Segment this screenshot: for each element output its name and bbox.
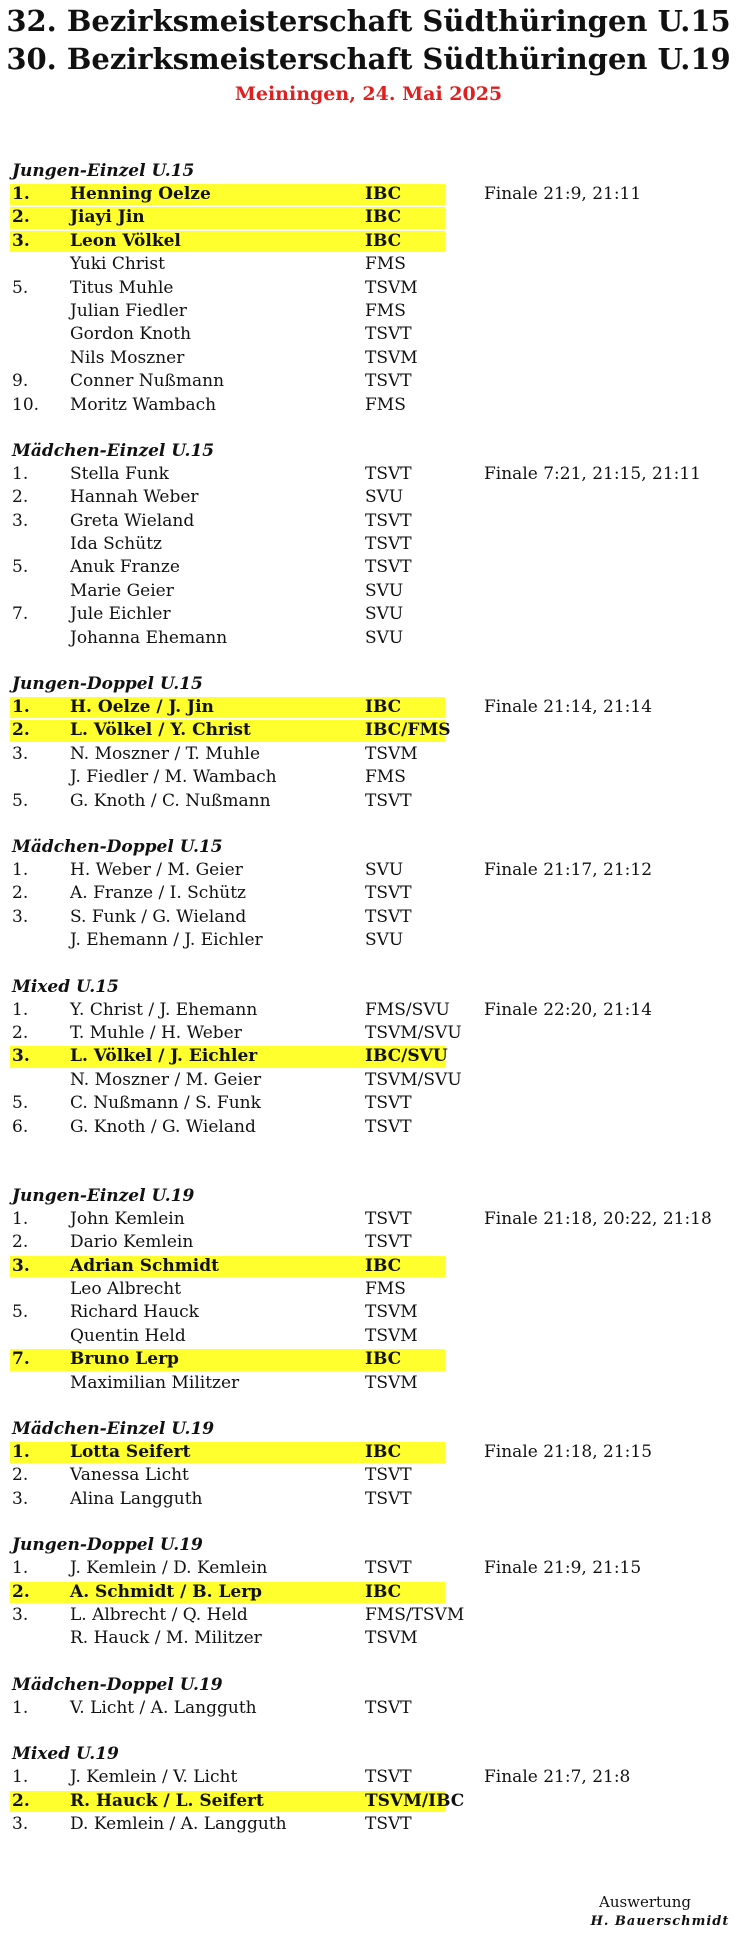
results-list — [0, 160, 737, 1836]
result-row — [0, 1627, 737, 1650]
result-row — [0, 627, 737, 650]
result-row — [0, 999, 737, 1022]
result-club: FMS/TSVM — [365, 1604, 465, 1625]
result-club: IBC — [365, 1581, 402, 1602]
result-club: TSVT — [365, 534, 412, 555]
result-club: TSVT — [365, 1813, 412, 1834]
result-rank: 2. — [12, 487, 29, 508]
result-name: J. Kemlein / V. Licht — [70, 1767, 238, 1788]
result-club: TSVM/SVU — [365, 1069, 462, 1090]
result-row — [0, 766, 737, 789]
result-club: TSVM — [365, 1325, 418, 1346]
result-note: Finale 21:18, 20:22, 21:18 — [484, 1208, 712, 1229]
result-row — [0, 906, 737, 929]
result-row — [0, 510, 737, 533]
result-rank: 3. — [12, 906, 29, 927]
result-rank: 3. — [12, 1255, 30, 1276]
result-section — [0, 1418, 737, 1511]
result-row — [0, 556, 737, 579]
result-club: SVU — [365, 930, 404, 951]
result-row — [0, 300, 737, 323]
result-club: SVU — [365, 580, 404, 601]
section-spacer — [0, 1651, 737, 1674]
result-rank: 7. — [12, 604, 29, 625]
result-name: J. Fiedler / M. Wambach — [70, 767, 277, 788]
section-spacer — [0, 417, 737, 440]
title-u15: 32. Bezirksmeisterschaft Südthüringen U.15 — [6, 4, 731, 38]
result-rank: 5. — [12, 1302, 29, 1323]
result-row — [0, 486, 737, 509]
result-row — [0, 1604, 737, 1627]
result-rank: 5. — [12, 790, 29, 811]
event-location-date: Meiningen, 24. Mai 2025 — [234, 83, 503, 105]
result-rank: 1. — [12, 697, 30, 718]
result-row — [0, 1464, 737, 1487]
result-section — [0, 836, 737, 953]
result-row — [0, 394, 737, 417]
result-club: IBC/SVU — [365, 1046, 448, 1067]
result-row — [0, 277, 737, 300]
result-name: Stella Funk — [70, 463, 169, 484]
result-name: L. Völkel / Y. Christ — [70, 720, 251, 741]
section-title: Jungen-Doppel U.15 — [12, 674, 203, 695]
result-name: Conner Nußmann — [70, 371, 225, 392]
result-row — [0, 230, 737, 253]
result-name: V. Licht / A. Langguth — [70, 1697, 257, 1718]
result-club: FMS — [365, 1279, 406, 1300]
result-row — [0, 859, 737, 882]
result-name: C. Nußmann / S. Funk — [70, 1093, 261, 1114]
result-name: Henning Oelze — [70, 184, 211, 204]
section-title: Mädchen-Doppel U.15 — [12, 836, 223, 857]
section-title: Mädchen-Doppel U.19 — [12, 1674, 223, 1695]
result-name: N. Moszner / T. Muhle — [70, 743, 261, 764]
result-rank: 2. — [12, 1232, 29, 1253]
result-row — [0, 1697, 737, 1720]
result-note: Finale 7:21, 21:15, 21:11 — [484, 463, 701, 484]
result-rank: 3. — [12, 743, 29, 764]
result-name: R. Hauck / L. Seifert — [70, 1790, 264, 1811]
section-title: Mixed U.19 — [12, 1744, 119, 1765]
result-section — [0, 1534, 737, 1651]
result-name: Lotta Seifert — [70, 1442, 191, 1463]
result-rank: 2. — [12, 207, 30, 228]
result-rank: 10. — [12, 394, 40, 415]
section-title: Jungen-Doppel U.19 — [12, 1535, 203, 1556]
result-row — [0, 183, 737, 206]
result-row — [0, 1116, 737, 1139]
result-row — [0, 1255, 737, 1278]
result-section — [0, 1185, 737, 1395]
result-club: IBC — [365, 207, 402, 228]
result-rank: 1. — [12, 859, 29, 880]
result-club: TSVT — [365, 790, 412, 811]
result-name: Vanessa Licht — [70, 1465, 189, 1486]
result-rank: 6. — [12, 1116, 29, 1137]
result-note: Finale 22:20, 21:14 — [484, 999, 653, 1020]
result-club: TSVT — [365, 1093, 412, 1114]
result-club: IBC — [365, 230, 402, 251]
result-club: SVU — [365, 487, 404, 508]
result-name: N. Moszner / M. Geier — [70, 1069, 262, 1090]
result-section — [0, 160, 737, 417]
result-name: S. Funk / G. Wieland — [70, 906, 247, 927]
result-club: IBC — [365, 184, 402, 204]
result-name: Leo Albrecht — [70, 1279, 182, 1300]
result-name: Maximilian Militzer — [70, 1372, 240, 1393]
result-name: A. Schmidt / B. Lerp — [70, 1581, 263, 1602]
result-rank: 1. — [12, 1208, 29, 1229]
result-row — [0, 253, 737, 276]
result-name: H. Oelze / J. Jin — [70, 697, 214, 718]
result-row — [0, 1557, 737, 1580]
result-club: TSVT — [365, 1558, 412, 1579]
result-row — [0, 696, 737, 719]
result-rank: 2. — [12, 1022, 29, 1043]
result-rank: 1. — [12, 463, 29, 484]
result-club: IBC/FMS — [365, 720, 451, 741]
result-note: Finale 21:17, 21:12 — [484, 859, 653, 880]
title-u19: 30. Bezirksmeisterschaft Südthüringen U.19 — [6, 42, 731, 76]
result-rank: 1. — [12, 1697, 29, 1718]
result-rank: 9. — [12, 371, 29, 392]
result-row — [0, 1278, 737, 1301]
result-name: Anuk Franze — [70, 557, 180, 578]
result-name: Marie Geier — [70, 580, 174, 601]
result-rank: 1. — [12, 1442, 30, 1463]
result-club: TSVM — [365, 743, 418, 764]
result-rank: 5. — [12, 557, 29, 578]
result-note: Finale 21:14, 21:14 — [484, 697, 653, 718]
result-name: Nils Moszner — [70, 347, 185, 368]
result-club: TSVT — [365, 510, 412, 531]
result-name: Leon Völkel — [70, 230, 181, 251]
result-name: G. Knoth / G. Wieland — [70, 1116, 256, 1137]
result-row — [0, 1581, 737, 1604]
section-title: Mixed U.15 — [12, 976, 119, 997]
result-row — [0, 719, 737, 742]
result-row — [0, 1813, 737, 1836]
result-row — [0, 790, 737, 813]
result-club: TSVT — [365, 883, 412, 904]
result-club: TSVT — [365, 1116, 412, 1137]
result-rank: 2. — [12, 1790, 30, 1811]
result-club: TSVT — [365, 906, 412, 927]
result-row — [0, 1045, 737, 1068]
result-rank: 2. — [12, 883, 29, 904]
result-name: Dario Kemlein — [70, 1232, 194, 1253]
result-rank: 1. — [12, 1558, 29, 1579]
result-row — [0, 347, 737, 370]
result-row — [0, 743, 737, 766]
result-rank: 5. — [12, 277, 29, 298]
footer-signature: H. Bauerschmidt — [590, 1914, 730, 1929]
result-row — [0, 1488, 737, 1511]
result-club: TSVT — [365, 1208, 412, 1229]
result-row — [0, 1372, 737, 1395]
result-name: Julian Fiedler — [70, 300, 187, 321]
result-club: FMS — [365, 767, 406, 788]
result-note: Finale 21:18, 21:15 — [484, 1442, 653, 1463]
result-row — [0, 533, 737, 556]
result-club: TSVM — [365, 277, 418, 298]
section-title: Jungen-Einzel U.15 — [12, 161, 195, 181]
result-section — [0, 673, 737, 813]
result-name: Moritz Wambach — [70, 394, 217, 415]
result-name: G. Knoth / C. Nußmann — [70, 790, 271, 811]
result-note: Finale 21:9, 21:11 — [484, 184, 642, 204]
result-name: Johanna Ehemann — [70, 627, 228, 648]
result-rank: 2. — [12, 720, 30, 741]
result-club: TSVT — [365, 1232, 412, 1253]
result-row — [0, 1790, 737, 1813]
result-club: FMS — [365, 300, 406, 321]
result-row — [0, 323, 737, 346]
section-title: Jungen-Einzel U.19 — [12, 1185, 195, 1206]
result-club: TSVT — [365, 463, 412, 484]
result-club: TSVT — [365, 1488, 412, 1509]
section-spacer — [0, 813, 737, 836]
result-row — [0, 1766, 737, 1789]
result-note: Finale 21:9, 21:15 — [484, 1558, 642, 1579]
result-name: Adrian Schmidt — [70, 1255, 219, 1276]
result-name: J. Kemlein / D. Kemlein — [70, 1558, 268, 1579]
section-spacer — [0, 1511, 737, 1534]
result-row — [0, 1325, 737, 1348]
result-name: John Kemlein — [70, 1208, 185, 1229]
result-rank: 2. — [12, 1465, 29, 1486]
result-row — [0, 603, 737, 626]
result-name: Greta Wieland — [70, 510, 195, 531]
result-row — [0, 1231, 737, 1254]
result-row — [0, 1092, 737, 1115]
result-name: Alina Langguth — [70, 1488, 203, 1509]
result-name: H. Weber / M. Geier — [70, 859, 243, 880]
result-note: Finale 21:7, 21:8 — [484, 1767, 631, 1788]
result-club: TSVT — [365, 1697, 412, 1718]
result-name: Hannah Weber — [70, 487, 199, 508]
result-row — [0, 1301, 737, 1324]
result-club: TSVT — [365, 1465, 412, 1486]
result-section — [0, 1674, 737, 1720]
result-rank: 1. — [12, 999, 29, 1020]
result-row — [0, 580, 737, 603]
result-rank: 3. — [12, 1813, 29, 1834]
section-title: Mädchen-Einzel U.15 — [12, 440, 215, 461]
result-rank: 1. — [12, 184, 30, 204]
result-rank: 2. — [12, 1581, 30, 1602]
result-name: D. Kemlein / A. Langguth — [70, 1813, 287, 1834]
result-club: SVU — [365, 859, 404, 880]
result-club: SVU — [365, 627, 404, 648]
result-row — [0, 1441, 737, 1464]
result-club: TSVM — [365, 1372, 418, 1393]
section-title: Mädchen-Einzel U.19 — [12, 1419, 215, 1440]
result-row — [0, 370, 737, 393]
result-rank: 3. — [12, 230, 30, 251]
result-club: SVU — [365, 604, 404, 625]
result-section — [0, 976, 737, 1139]
result-row — [0, 463, 737, 486]
result-name: Yuki Christ — [70, 254, 165, 275]
result-row — [0, 929, 737, 952]
result-club: FMS — [365, 394, 406, 415]
result-name: Bruno Lerp — [70, 1349, 179, 1370]
result-section — [0, 1743, 737, 1836]
result-rank: 3. — [12, 1604, 29, 1625]
result-row — [0, 1022, 737, 1045]
result-section — [0, 440, 737, 650]
result-club: TSVM — [365, 1302, 418, 1323]
result-club: IBC — [365, 1349, 402, 1370]
result-name: L. Völkel / J. Eichler — [70, 1046, 258, 1067]
result-rank: 3. — [12, 1046, 30, 1067]
section-spacer — [0, 953, 737, 976]
result-name: Gordon Knoth — [70, 324, 192, 345]
result-rank: 3. — [12, 1488, 29, 1509]
result-club: TSVM — [365, 347, 418, 368]
result-row — [0, 882, 737, 905]
result-club: FMS — [365, 254, 406, 275]
result-name: Y. Christ / J. Ehemann — [70, 999, 258, 1020]
result-rank: 3. — [12, 510, 29, 531]
result-club: TSVT — [365, 371, 412, 392]
result-name: Ida Schütz — [70, 534, 162, 555]
result-name: Titus Muhle — [70, 277, 174, 298]
result-rank: 5. — [12, 1093, 29, 1114]
section-spacer — [0, 1395, 737, 1418]
result-club: IBC — [365, 1255, 402, 1276]
result-name: Jiayi Jin — [70, 207, 145, 228]
result-name: J. Ehemann / J. Eichler — [70, 930, 263, 951]
result-rank: 7. — [12, 1349, 30, 1370]
result-name: Jule Eichler — [70, 604, 171, 625]
result-name: Richard Hauck — [70, 1302, 199, 1323]
result-club: IBC — [365, 1442, 402, 1463]
section-spacer — [0, 1720, 737, 1743]
result-name: A. Franze / I. Schütz — [70, 883, 247, 904]
result-row — [0, 1208, 737, 1231]
result-club: FMS/SVU — [365, 999, 450, 1020]
section-spacer — [0, 1139, 737, 1185]
result-name: Quentin Held — [70, 1325, 186, 1346]
result-club: TSVT — [365, 324, 412, 345]
section-spacer — [0, 650, 737, 673]
result-club: TSVM/SVU — [365, 1022, 462, 1043]
footer-label: Auswertung — [598, 1893, 692, 1911]
result-row — [0, 1348, 737, 1371]
result-club: TSVT — [365, 1767, 412, 1788]
result-club: IBC — [365, 697, 402, 718]
result-rank: 1. — [12, 1767, 29, 1788]
result-row — [0, 1069, 737, 1092]
result-name: L. Albrecht / Q. Held — [70, 1604, 248, 1625]
result-club: TSVM/IBC — [365, 1790, 465, 1811]
result-name: T. Muhle / H. Weber — [70, 1022, 242, 1043]
result-row — [0, 206, 737, 229]
result-name: R. Hauck / M. Militzer — [70, 1628, 262, 1649]
result-club: TSVM — [365, 1628, 418, 1649]
result-club: TSVT — [365, 557, 412, 578]
